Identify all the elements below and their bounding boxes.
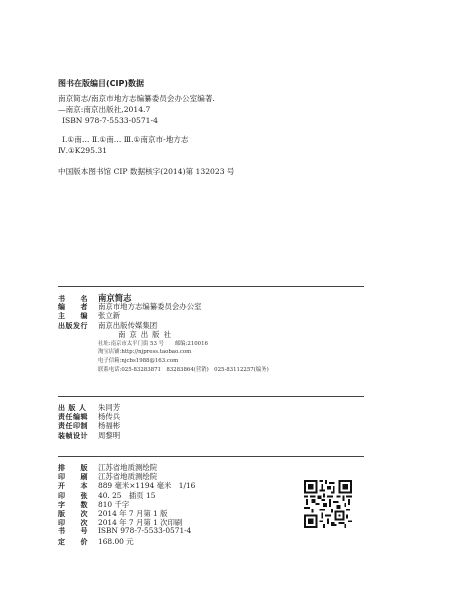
spec-value: 168.00 元: [98, 536, 134, 546]
credit-row: [58, 320, 358, 329]
credit-value: 南京市地方志编纂委员会办公室: [98, 302, 202, 312]
spec-row: [58, 471, 358, 480]
spec-value: 2014 年 7 月第 1 次印刷: [98, 518, 183, 528]
spec-value: ISBN 978-7-5533-0571-4: [98, 526, 192, 536]
spec-label: 排 版: [58, 464, 88, 472]
spec-label: 印 刷: [58, 473, 88, 482]
staff-block: [58, 402, 358, 439]
staff-row: [58, 420, 358, 429]
staff-label: 出 版 人: [58, 404, 87, 412]
cip-title-line: 南京简志/南京市地方志编纂委员会办公室编著.: [58, 94, 215, 103]
cip-block: [58, 78, 388, 177]
spec-label: 书 号: [58, 527, 88, 536]
credits-block: [58, 292, 358, 374]
staff-label: 责任编辑: [58, 413, 88, 422]
cip-classification-code: Ⅳ.①K295.31: [58, 146, 108, 155]
credit-label: 编 者: [58, 303, 88, 312]
cip-classification-line: Ⅰ.①南… Ⅱ.①南… Ⅲ.①南京市-地方志: [62, 135, 189, 144]
qr-code-icon: [304, 480, 352, 528]
spec-value: 江苏省地质测绘院: [98, 472, 158, 482]
spec-value: 40. 25 插页 15: [98, 490, 156, 500]
credit-label: 书 名: [58, 295, 88, 303]
spec-value: 889 毫米×1194 毫米 1/16: [98, 481, 196, 491]
spec-label: 定 价: [58, 537, 88, 546]
publisher-email: 电子信箱:njcbs1988@163.com: [98, 357, 179, 364]
credit-label: 主 编: [58, 312, 88, 321]
divider: [58, 396, 364, 397]
spec-label: 印 次: [58, 519, 88, 528]
cip-publisher-line: —南京:南京出版社,2014.7: [58, 105, 151, 114]
cip-isbn-line: ISBN 978-7-5533-0571-4: [62, 116, 158, 125]
publisher-phone: 联系电话:025-83283871 83283864(营销) 025-83112257(编务): [98, 366, 269, 373]
spec-label: 开 本: [58, 482, 88, 491]
publisher-name: 南京出版社: [118, 329, 175, 339]
staff-value: 周黎明: [98, 430, 121, 440]
staff-value: 杨福彬: [98, 421, 121, 431]
spec-value: 810 千字: [98, 499, 130, 509]
staff-row: [58, 430, 358, 439]
cip-heading: 图书在版编目(CIP)数据: [58, 79, 145, 88]
publisher-website: 淘宝店铺:http://njpress.taobao.com: [98, 349, 192, 356]
spec-label: 版 次: [58, 509, 88, 518]
staff-label: 装帧设计: [58, 431, 88, 440]
spec-label: 字 数: [58, 500, 88, 509]
spec-value: 江苏省地质测绘院: [98, 463, 158, 472]
divider: [58, 286, 364, 287]
cip-number: 中国版本图书馆 CIP 数据核字(2014)第 132023 号: [58, 167, 235, 176]
staff-value: 朱同芳: [98, 403, 121, 412]
book-title: 南京简志: [98, 293, 132, 303]
credit-row: [58, 292, 358, 301]
spec-value: 2014 年 7 月第 1 版: [98, 508, 168, 518]
spec-row: [58, 462, 358, 471]
credit-value: 张立新: [98, 311, 121, 321]
credit-value: 南京出版传媒集团: [98, 320, 158, 330]
staff-row: [58, 402, 358, 411]
staff-label: 责任印制: [58, 422, 88, 431]
staff-row: [58, 411, 358, 420]
credit-row: [58, 310, 358, 319]
spec-row: [58, 536, 358, 545]
divider: [58, 456, 364, 457]
spec-label: 印 张: [58, 491, 88, 500]
credit-label: 出版发行: [58, 321, 88, 330]
publisher-address: 社址:南京市太平门街 53 号 邮编:210016: [98, 340, 208, 347]
credit-row: [58, 301, 358, 310]
staff-value: 杨传兵: [98, 412, 121, 422]
